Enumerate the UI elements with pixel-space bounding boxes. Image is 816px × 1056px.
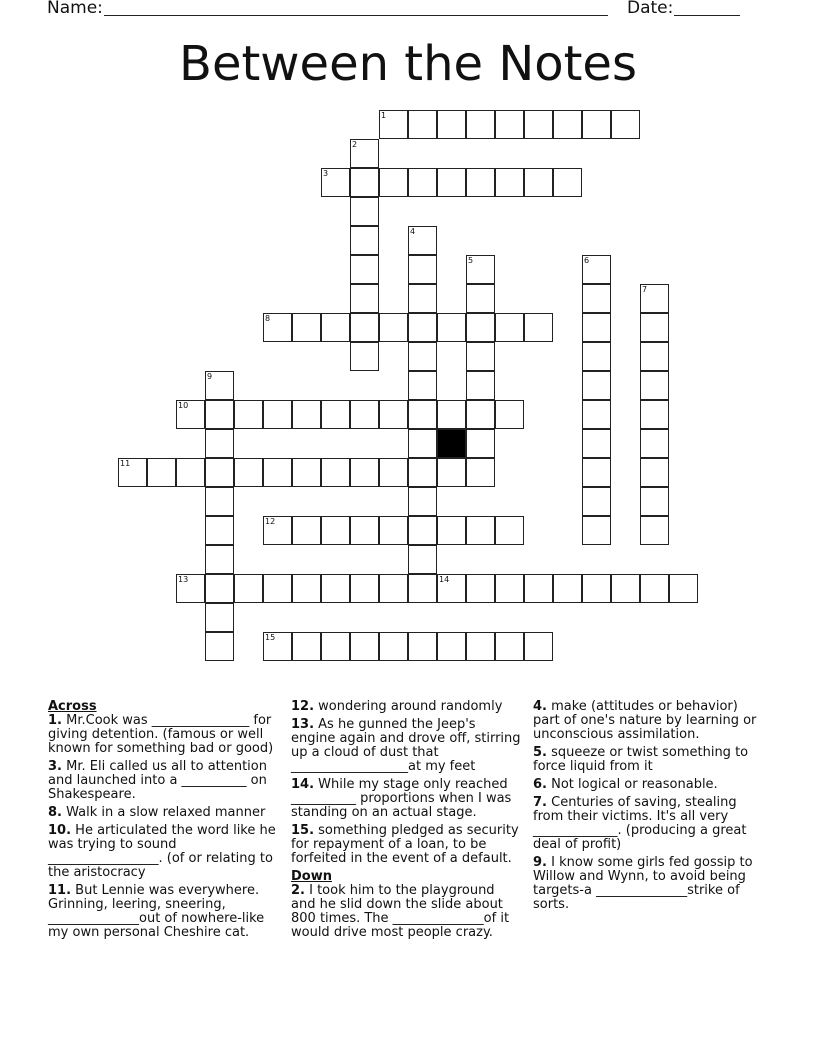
grid-cell[interactable] — [640, 284, 669, 313]
grid-cell[interactable] — [466, 574, 495, 603]
date-label: Date: — [627, 0, 674, 18]
grid-cell[interactable] — [437, 516, 466, 545]
clue-number: 10 — [178, 401, 189, 410]
clue-number: 14 — [439, 575, 450, 584]
grid-cell[interactable] — [263, 313, 292, 342]
grid-cell[interactable] — [408, 516, 437, 545]
grid-cell[interactable] — [437, 110, 466, 139]
grid-cell[interactable] — [379, 400, 408, 429]
grid-cell[interactable] — [495, 168, 524, 197]
clue-across-10: 10. He articulated the word like he was trying to sound _________________. (of or relating to the aristocracy — [48, 823, 276, 880]
grid-cell[interactable] — [640, 371, 669, 400]
grid-cell[interactable] — [147, 458, 176, 487]
name-label: Name: — [47, 0, 103, 18]
grid-cell[interactable] — [263, 458, 292, 487]
grid-cell[interactable] — [582, 313, 611, 342]
grid-cell[interactable] — [582, 458, 611, 487]
grid-cell[interactable] — [582, 516, 611, 545]
grid-cell[interactable] — [524, 110, 553, 139]
grid-cell[interactable] — [292, 313, 321, 342]
grid-cell[interactable] — [205, 516, 234, 545]
grid-cell[interactable] — [350, 516, 379, 545]
grid-cell[interactable] — [582, 255, 611, 284]
grid-cell[interactable] — [379, 632, 408, 661]
grid-cell[interactable] — [176, 574, 205, 603]
grid-cell[interactable] — [466, 458, 495, 487]
clue-across-8: 8. Walk in a slow relaxed manner — [48, 805, 266, 820]
clue-number: 7 — [642, 285, 648, 294]
grid-cell[interactable] — [466, 429, 495, 458]
grid-cell[interactable] — [350, 400, 379, 429]
grid-cell[interactable] — [205, 574, 234, 603]
grid-cell[interactable] — [495, 313, 524, 342]
clue-number: 3 — [323, 169, 329, 178]
grid-cell[interactable] — [205, 400, 234, 429]
grid-cell[interactable] — [321, 574, 350, 603]
clues-column-1 — [48, 700, 280, 944]
grid-cell[interactable] — [466, 632, 495, 661]
grid-cell[interactable] — [292, 400, 321, 429]
clue-number: 1 — [381, 111, 387, 120]
clue-across-15: 15. something pledged as security for repayment of a loan, to be forfeited in the event of a default. — [291, 823, 519, 866]
grid-cell[interactable] — [321, 516, 350, 545]
grid-cell[interactable] — [321, 313, 350, 342]
grid-cell[interactable] — [611, 110, 640, 139]
clue-across-11: 11. But Lennie was everywhere. Grinning, leering, sneering, ______________out of nowhere-like my own personal Cheshire cat. — [48, 883, 265, 940]
grid-cell[interactable] — [408, 168, 437, 197]
grid-cell[interactable] — [408, 458, 437, 487]
grid-cell[interactable] — [582, 110, 611, 139]
grid-cell[interactable] — [408, 400, 437, 429]
grid-cell[interactable] — [350, 255, 379, 284]
clue-number: 8 — [265, 314, 271, 323]
grid-cell[interactable] — [350, 139, 379, 168]
clue-down-4: 4. make (attitudes or behavior) part of one's nature by learning or unconscious assimilation. — [533, 699, 757, 742]
grid-cell[interactable] — [640, 574, 669, 603]
clue-across-1: 1. Mr.Cook was _______________ for giving detention. (famous or well known for something bad or good) — [48, 713, 274, 756]
grid-cell[interactable] — [408, 313, 437, 342]
grid-cell[interactable] — [524, 574, 553, 603]
grid-cell[interactable] — [292, 516, 321, 545]
grid-cell[interactable] — [350, 313, 379, 342]
clue-across-3: 3. Mr. Eli called us all to attention and launched into a __________ on Shakespeare. — [48, 759, 267, 802]
grid-cell[interactable] — [176, 400, 205, 429]
grid-cell[interactable] — [524, 168, 553, 197]
clue-down-5: 5. squeeze or twist something to force liquid from it — [533, 745, 749, 774]
down-heading: Down — [291, 869, 332, 884]
grid-cell[interactable] — [205, 632, 234, 661]
grid-cell[interactable] — [640, 400, 669, 429]
clue-number: 9 — [207, 372, 213, 381]
clue-across-12: 12. wondering around randomly — [291, 699, 503, 714]
grid-cell[interactable] — [205, 458, 234, 487]
grid-cell[interactable] — [553, 168, 582, 197]
grid-cell[interactable] — [466, 342, 495, 371]
grid-cell[interactable] — [524, 632, 553, 661]
black-cell — [437, 429, 466, 458]
clue-down-6: 6. Not logical or reasonable. — [533, 777, 718, 792]
grid-cell[interactable] — [466, 284, 495, 313]
clue-down-9: 9. I know some girls fed gossip to Willow and Wynn, to avoid being targets-a ______________strike of sorts. — [533, 855, 753, 912]
grid-cell[interactable] — [350, 632, 379, 661]
grid-cell[interactable] — [437, 313, 466, 342]
grid-cell[interactable] — [408, 545, 437, 574]
grid-cell[interactable] — [205, 545, 234, 574]
grid-cell[interactable] — [350, 284, 379, 313]
clue-number: 4 — [410, 227, 416, 236]
clues-column-3 — [533, 700, 765, 916]
grid-cell[interactable] — [350, 458, 379, 487]
grid-cell[interactable] — [408, 255, 437, 284]
clue-number: 2 — [352, 140, 358, 149]
clues-column-2 — [291, 700, 523, 944]
clue-down-7: 7. Centuries of saving, stealing from their victims. It's all very _____________. (producing a great deal of profit) — [533, 795, 747, 852]
grid-cell[interactable] — [437, 632, 466, 661]
grid-cell[interactable] — [466, 313, 495, 342]
grid-cell[interactable] — [408, 226, 437, 255]
grid-cell[interactable] — [292, 458, 321, 487]
grid-cell[interactable] — [437, 168, 466, 197]
grid-cell[interactable] — [582, 487, 611, 516]
grid-cell[interactable] — [553, 110, 582, 139]
grid-cell[interactable] — [408, 284, 437, 313]
grid-cell[interactable] — [466, 371, 495, 400]
puzzle-title: Between the Notes — [179, 36, 637, 92]
grid-cell[interactable] — [408, 429, 437, 458]
grid-cell[interactable] — [379, 574, 408, 603]
grid-cell[interactable] — [350, 226, 379, 255]
grid-cell[interactable] — [611, 574, 640, 603]
grid-cell[interactable] — [205, 603, 234, 632]
grid-cell[interactable] — [234, 574, 263, 603]
grid-cell[interactable] — [582, 429, 611, 458]
grid-cell[interactable] — [495, 574, 524, 603]
grid-cell[interactable] — [205, 371, 234, 400]
grid-cell[interactable] — [292, 574, 321, 603]
grid-cell[interactable] — [263, 574, 292, 603]
grid-cell[interactable] — [582, 574, 611, 603]
clue-number: 12 — [265, 517, 276, 526]
grid-cell[interactable] — [350, 197, 379, 226]
clue-number: 5 — [468, 256, 474, 265]
grid-cell[interactable] — [640, 429, 669, 458]
clue-number: 6 — [584, 256, 590, 265]
grid-cell[interactable] — [408, 342, 437, 371]
grid-cell[interactable] — [553, 574, 582, 603]
grid-cell[interactable] — [408, 487, 437, 516]
grid-cell[interactable] — [234, 400, 263, 429]
grid-cell[interactable] — [495, 110, 524, 139]
clue-number: 15 — [265, 633, 276, 642]
grid-cell[interactable] — [582, 400, 611, 429]
grid-cell[interactable] — [437, 458, 466, 487]
grid-cell[interactable] — [408, 574, 437, 603]
grid-cell[interactable] — [379, 313, 408, 342]
grid-cell[interactable] — [205, 429, 234, 458]
across-heading: Across — [48, 699, 97, 714]
grid-cell[interactable] — [379, 458, 408, 487]
grid-cell[interactable] — [234, 458, 263, 487]
grid-cell[interactable] — [118, 458, 147, 487]
grid-cell[interactable] — [379, 110, 408, 139]
grid-cell[interactable] — [379, 516, 408, 545]
grid-cell[interactable] — [640, 342, 669, 371]
clue-number: 13 — [178, 575, 189, 584]
grid-cell[interactable] — [640, 458, 669, 487]
grid-cell[interactable] — [437, 400, 466, 429]
grid-cell[interactable] — [495, 632, 524, 661]
grid-cell[interactable] — [437, 574, 466, 603]
grid-cell[interactable] — [321, 458, 350, 487]
grid-cell[interactable] — [466, 516, 495, 545]
grid-cell[interactable] — [640, 313, 669, 342]
grid-cell[interactable] — [582, 342, 611, 371]
grid-cell[interactable] — [379, 168, 408, 197]
grid-cell[interactable] — [321, 168, 350, 197]
grid-cell[interactable] — [263, 400, 292, 429]
grid-cell[interactable] — [466, 168, 495, 197]
grid-cell[interactable] — [263, 516, 292, 545]
grid-cell[interactable] — [669, 574, 698, 603]
grid-cell[interactable] — [263, 632, 292, 661]
grid-cell[interactable] — [466, 255, 495, 284]
clue-down-2: 2. I took him to the playground and he slid down the slide about 800 times. The ______________of it would drive most people crazy. — [291, 883, 510, 940]
grid-cell[interactable] — [292, 632, 321, 661]
grid-cell[interactable] — [495, 516, 524, 545]
grid-cell[interactable] — [582, 371, 611, 400]
grid-cell[interactable] — [466, 110, 495, 139]
grid-cell[interactable] — [321, 632, 350, 661]
grid-cell[interactable] — [205, 487, 234, 516]
grid-cell[interactable] — [495, 400, 524, 429]
grid-cell[interactable] — [408, 632, 437, 661]
grid-cell[interactable] — [350, 574, 379, 603]
grid-cell[interactable] — [321, 400, 350, 429]
grid-cell[interactable] — [408, 371, 437, 400]
grid-cell[interactable] — [350, 168, 379, 197]
grid-cell[interactable] — [582, 284, 611, 313]
clue-across-14: 14. While my stage only reached __________ proportions when I was standing on an actual stage. — [291, 777, 512, 820]
clue-number: 11 — [120, 459, 131, 468]
grid-cell[interactable] — [350, 342, 379, 371]
clue-across-13: 13. As he gunned the Jeep's engine again and drove off, stirring up a cloud of dust that __________________at my feet — [291, 717, 521, 774]
grid-cell[interactable] — [640, 487, 669, 516]
grid-cell[interactable] — [524, 313, 553, 342]
grid-cell[interactable] — [176, 458, 205, 487]
grid-cell[interactable] — [408, 110, 437, 139]
grid-cell[interactable] — [466, 400, 495, 429]
grid-cell[interactable] — [640, 516, 669, 545]
